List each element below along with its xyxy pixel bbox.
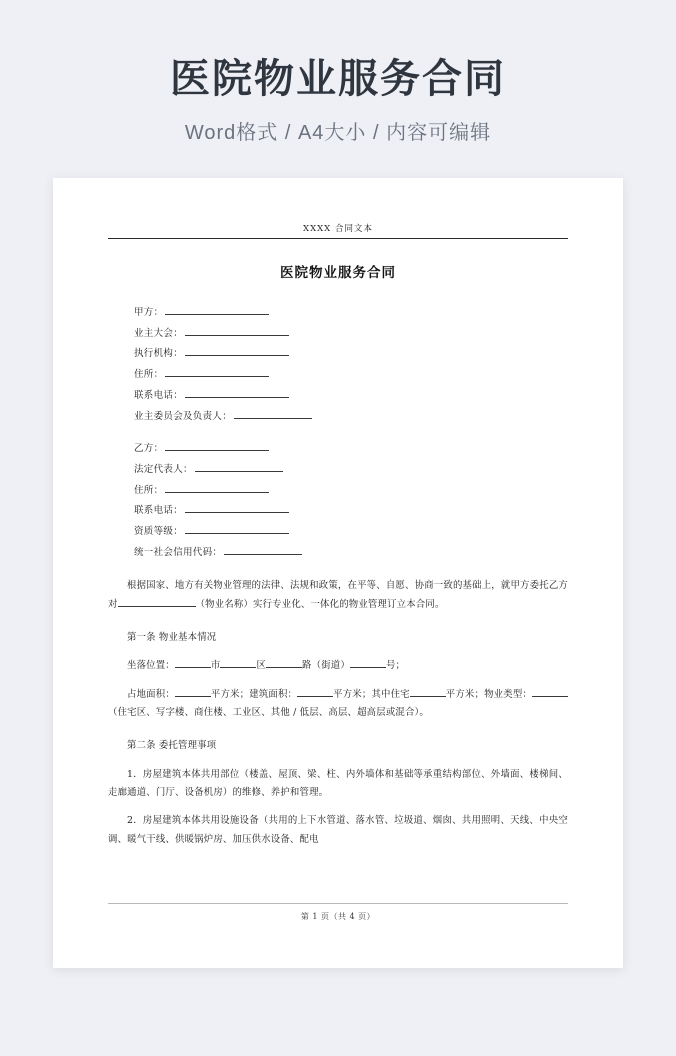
field-blank[interactable] [165, 305, 269, 315]
location-number-unit: 号； [385, 660, 406, 672]
banner-subtitle: Word格式 / A4大小 / 内容可编辑 [184, 122, 492, 144]
field-label: 资质等级： [134, 526, 184, 538]
document-content [72, 210, 604, 936]
location-road-unit: 路（街道） [302, 660, 350, 672]
field-label: 统一社会信用代码： [134, 546, 223, 558]
field-row [134, 460, 568, 481]
location-label: 坐落位置： [127, 660, 175, 672]
field-blank[interactable] [165, 441, 269, 451]
field-label: 乙方： [134, 443, 164, 455]
field-group-spacer [134, 427, 568, 439]
field-row [134, 303, 568, 324]
party-a-field-group [134, 303, 568, 563]
field-row [134, 324, 568, 345]
field-label: 联系电话： [134, 505, 184, 517]
clause-1-title: 第一条 物业基本情况 [127, 632, 217, 644]
residence-area-blank[interactable] [410, 687, 446, 697]
field-label: 甲方： [134, 307, 164, 318]
field-blank[interactable] [185, 346, 289, 356]
field-row [134, 543, 568, 564]
clause-2-item-2: 2．房屋建筑本体共用设施设备（共用的上下水管道、落水管、垃圾道、烟囱、共用照明、天线、中央空调、暖气干线、供暖锅炉房、加压供水设备、配电 [108, 815, 568, 845]
clause-2-title: 第二条 委托管理事项 [127, 740, 217, 752]
field-label: 执行机构： [134, 348, 184, 360]
property-type-label: 平方米；物业类型： [445, 688, 532, 700]
preamble-paragraph [108, 577, 568, 614]
clause-1-area-line [108, 686, 568, 723]
property-type-blank[interactable] [532, 687, 568, 697]
field-row [134, 407, 568, 428]
document-running-header: XXXX 合同文本 [108, 222, 568, 239]
field-row [134, 501, 568, 522]
field-row [134, 481, 568, 502]
field-row [134, 365, 568, 386]
field-row [134, 439, 568, 460]
location-city-blank[interactable] [175, 658, 211, 668]
banner-title: 医院物业服务合同 [170, 57, 506, 101]
field-blank[interactable] [165, 483, 269, 493]
field-blank[interactable] [185, 388, 289, 398]
location-road-blank[interactable] [266, 658, 302, 668]
preamble-text-part2: （物业名称）实行专业化、一体化的物业管理订立本合同。 [195, 598, 445, 610]
area-label: 占地面积： [127, 688, 175, 700]
field-blank[interactable] [234, 409, 312, 419]
page-footer: 第 1 页（共 4 页） [108, 903, 568, 922]
field-label: 联系电话： [134, 389, 184, 401]
field-label: 法定代表人： [134, 463, 193, 475]
field-label: 业主大会： [134, 327, 184, 339]
clause-1-location-line [108, 657, 568, 675]
field-row [134, 386, 568, 407]
field-blank[interactable] [185, 503, 289, 513]
property-type-options: （住宅区、写字楼、商住楼、工业区、其他 / 低层、高层、超高层或混合）。 [108, 707, 430, 719]
location-city-unit: 市 [210, 660, 221, 672]
field-label: 住所： [134, 369, 164, 381]
location-district-blank[interactable] [220, 658, 256, 668]
field-blank[interactable] [165, 367, 269, 377]
location-number-blank[interactable] [350, 658, 386, 668]
field-row [134, 344, 568, 365]
preamble-text-part1: 根据国家、地方有关物业管理的法律、法规和政策，在平等、自愿、协商一致的基础上，就甲方委托乙方对 [108, 580, 568, 610]
build-area-label: 平方米；建筑面积： [210, 688, 298, 700]
field-label: 业主委员会及负责人： [134, 410, 233, 422]
field-label: 住所： [134, 484, 164, 496]
land-area-blank[interactable] [175, 687, 211, 697]
location-district-unit: 区 [256, 660, 267, 672]
banner [0, 0, 676, 145]
field-blank[interactable] [195, 462, 283, 472]
field-row [134, 522, 568, 543]
field-blank[interactable] [185, 524, 289, 534]
build-area-blank[interactable] [297, 687, 333, 697]
field-blank[interactable] [185, 326, 289, 336]
clause-2-item-1: 1．房屋建筑本体共用部位（楼盖、屋顶、梁、柱、内外墙体和基础等承重结构部位、外墙面、楼梯间、走廊通道、门厅、设备机房）的维修、养护和管理。 [108, 768, 568, 799]
preamble-blank[interactable] [118, 597, 196, 607]
residence-area-label: 平方米；其中住宅 [333, 688, 410, 700]
document-title: 医院物业服务合同 [280, 265, 396, 281]
field-blank[interactable] [224, 545, 302, 555]
